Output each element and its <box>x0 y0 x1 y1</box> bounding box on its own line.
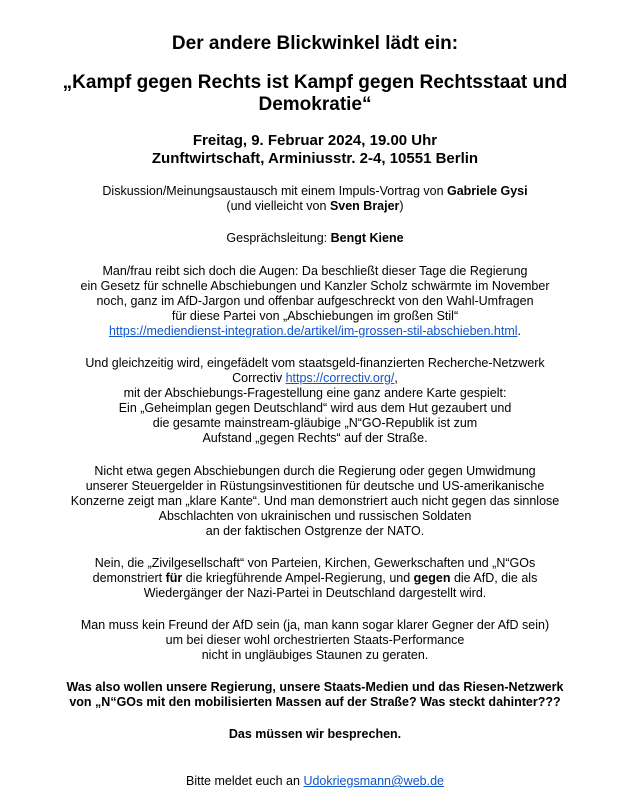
period: . <box>517 324 521 338</box>
paragraph-4-line-3: Wiedergänger der Nazi-Partei in Deutschland dargestellt wird. <box>143 586 487 600</box>
second-speaker-name: Sven Brajer <box>329 199 400 213</box>
moderation-label: Gesprächsleitung: <box>226 231 331 245</box>
event-details <box>0 132 630 168</box>
correctiv-label: Correctiv <box>232 371 286 385</box>
event-venue: Zunftwirtschaft, Arminiusstr. 2-4, 10551 Berlin <box>151 150 479 167</box>
paragraph-4 <box>0 556 630 601</box>
intro-text: (und vielleicht von <box>226 199 330 213</box>
emphasis-for: für <box>165 571 183 585</box>
discuss-line: Das müssen wir besprechen. <box>228 727 402 741</box>
event-title-line-2: Demokratie“ <box>258 94 372 115</box>
discuss-paragraph <box>0 727 630 742</box>
paragraph-3-line-5: an der faktischen Ostgrenze der NATO. <box>205 524 425 538</box>
paragraph-4-line-1: Nein, die „Zivilgesellschaft“ von Parteien, Kirchen, Gewerkschaften und „N“GOs <box>94 556 536 570</box>
emphasis-against: gegen <box>413 571 451 585</box>
moderator-name: Bengt Kiene <box>330 231 404 245</box>
paragraph-2-line-6: Aufstand „gegen Rechts“ auf der Straße. <box>202 431 428 445</box>
paragraph-1-line-3: noch, ganz im AfD-Jargon und offenbar aufgeschreckt von den Wahl-Umfragen <box>96 294 534 308</box>
paragraph-3-line-4: Abschlachten von ukrainischen und russischen Soldaten <box>158 509 472 523</box>
paragraph-1-line-1: Man/frau reibt sich doch die Augen: Da beschließt dieser Tage die Regierung <box>102 264 528 278</box>
question-paragraph <box>0 680 630 710</box>
paragraph-1 <box>0 264 630 339</box>
paragraph-1-line-2: ein Gesetz für schnelle Abschiebungen und Kanzler Scholz schwärmte im November <box>80 279 550 293</box>
paragraph-1-line-5 <box>0 324 630 339</box>
question-line-1: Was also wollen unsere Regierung, unsere Staats-Medien und das Riesen-Netzwerk <box>66 680 564 694</box>
intro-line-1 <box>0 184 630 199</box>
email-link[interactable]: Udokriegsmann@web.de <box>303 774 444 788</box>
paragraph-2 <box>0 356 630 446</box>
paragraph-5-line-1: Man muss kein Freund der AfD sein (ja, man kann sogar klarer Gegner der AfD sein) <box>80 618 550 632</box>
event-date: Freitag, 9. Februar 2024, 19.00 Uhr <box>192 132 438 149</box>
text-segment: demonstriert <box>92 571 166 585</box>
mediendienst-link[interactable]: https://mediendienst-integration.de/artikel/im-grossen-stil-abschieben.html <box>108 324 518 338</box>
moderation-line <box>0 231 630 246</box>
paragraph-5 <box>0 618 630 663</box>
contact-paragraph <box>0 774 630 789</box>
question-line-2: von „N“GOs mit den mobilisierten Massen auf der Straße? Was steckt dahinter??? <box>69 695 561 709</box>
intro-text: ) <box>399 199 404 213</box>
comma: , <box>394 371 398 385</box>
speaker-name: Gabriele Gysi <box>447 184 528 198</box>
paragraph-3-line-3: Konzerne zeigt man „klare Kante“. Und man demonstriert auch nicht gegen das sinnlose <box>70 494 560 508</box>
contact-label: Bitte meldet euch an <box>186 774 304 788</box>
page-title: Der andere Blickwinkel lädt ein: <box>171 33 459 54</box>
paragraph-5-line-3: nicht in ungläubiges Staunen zu geraten. <box>201 648 429 662</box>
paragraph-3-line-2: unserer Steuergelder in Rüstungsinvestitionen für deutsche und US-amerikanische <box>85 479 545 493</box>
text-segment: die AfD, die als <box>450 571 538 585</box>
paragraph-2-line-3: mit der Abschiebungs-Fragestellung eine ganz andere Karte gespielt: <box>123 386 507 400</box>
moderation-paragraph <box>0 231 630 246</box>
event-title-line-1: „Kampf gegen Rechts ist Kampf gegen Rechtsstaat und <box>62 72 568 93</box>
paragraph-4-line-2 <box>0 571 630 586</box>
intro-paragraph <box>0 184 630 214</box>
paragraph-3-line-1: Nicht etwa gegen Abschiebungen durch die Regierung oder gegen Umwidmung <box>94 464 536 478</box>
contact-line <box>0 774 630 789</box>
paragraph-2-line-5: die gesamte mainstream-gläubige „N“GO-Republik ist zum <box>152 416 478 430</box>
event-title <box>0 72 630 116</box>
paragraph-5-line-2: um bei dieser wohl orchestrierten Staats-Performance <box>165 633 465 647</box>
paragraph-3 <box>0 464 630 539</box>
intro-text: Diskussion/Meinungsaustausch mit einem Impuls-Vortrag von <box>102 184 447 198</box>
intro-line-2 <box>0 199 630 214</box>
text-segment: die kriegführende Ampel-Regierung, und <box>182 571 414 585</box>
paragraph-2-line-4: Ein „Geheimplan gegen Deutschland“ wird aus dem Hut gezaubert und <box>118 401 512 415</box>
correctiv-link[interactable]: https://correctiv.org/ <box>285 371 395 385</box>
paragraph-2-line-2 <box>0 371 630 386</box>
paragraph-1-line-4: für diese Partei von „Abschiebungen im großen Stil“ <box>171 309 459 323</box>
paragraph-2-line-1: Und gleichzeitig wird, eingefädelt vom staatsgeld-finanzierten Recherche-Netzwerk <box>85 356 545 370</box>
